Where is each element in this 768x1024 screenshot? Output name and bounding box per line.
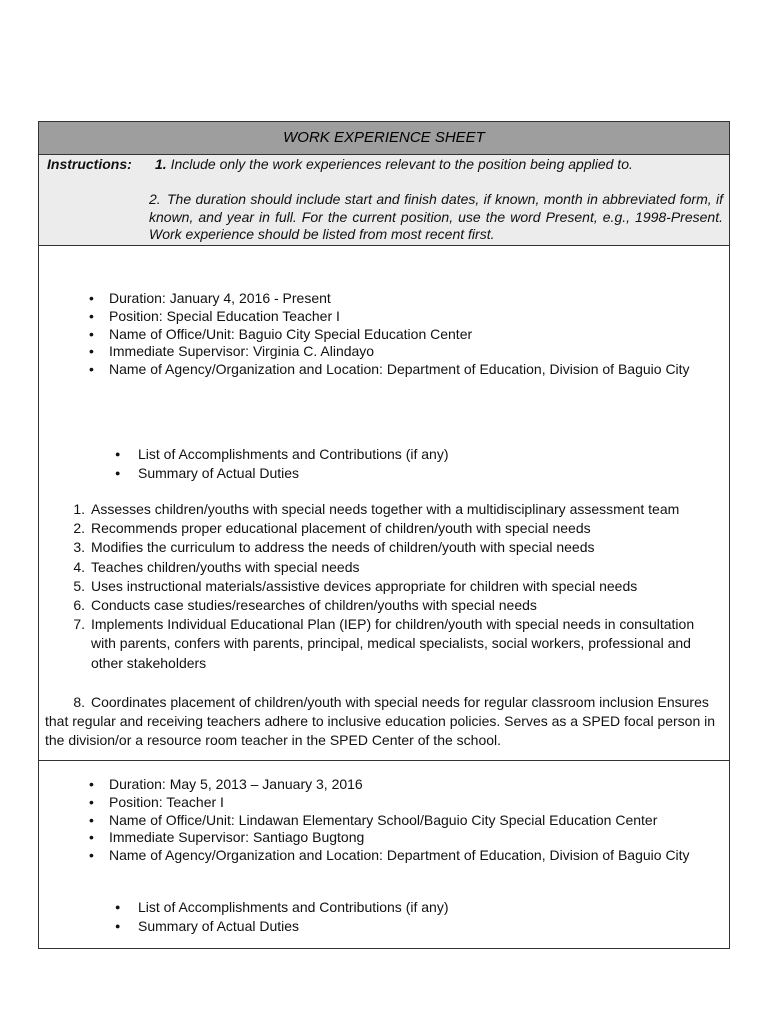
detail-position: • Position: Special Education Teacher I	[89, 308, 723, 326]
detail-supervisor: • Immediate Supervisor: Virginia C. Alindayo	[89, 343, 723, 361]
entry-sub-list	[115, 898, 448, 935]
duty-number: 5.	[73, 577, 85, 594]
duty-item	[73, 538, 711, 557]
duties-list	[73, 500, 711, 673]
duty-text: Teaches children/youths with special needs	[91, 558, 360, 575]
sheet-title: WORK EXPERIENCE SHEET	[39, 122, 729, 155]
duty-closing-paragraph	[45, 693, 725, 751]
work-entry-current	[39, 246, 729, 761]
duty-text: Uses instructional materials/assistive devices appropriate for children with special needs	[91, 577, 638, 594]
duty-number: 7.	[73, 616, 85, 633]
sub-duties: ● Summary of Actual Duties	[115, 917, 448, 936]
detail-office: • Name of Office/Unit: Lindawan Elementary School/Baguio City Special Education Center	[89, 812, 723, 830]
duty-number: 1.	[73, 501, 85, 517]
instruction-item-1	[155, 156, 633, 172]
sub-accomplishments: ● List of Accomplishments and Contributions (if any)	[115, 445, 448, 464]
duty-text: Recommends proper educational placement of children/youth with special needs	[91, 520, 591, 537]
detail-duration: • Duration: May 5, 2013 – January 3, 2016	[89, 776, 723, 794]
instruction-number: 1.	[155, 156, 167, 172]
duty-item	[73, 615, 711, 673]
instruction-item-2	[149, 191, 723, 244]
instructions-section	[39, 155, 729, 246]
duty-item	[73, 596, 711, 615]
detail-agency: • Name of Agency/Organization and Location: Department of Education, Division of Baguio City	[89, 847, 723, 865]
detail-supervisor: • Immediate Supervisor: Santiago Bugtong	[89, 829, 723, 847]
detail-office: • Name of Office/Unit: Baguio City Special Education Center	[89, 326, 723, 344]
duty-number: 4.	[73, 558, 85, 575]
instruction-number: 2.	[149, 191, 161, 207]
duty-item	[73, 500, 711, 519]
detail-position: • Position: Teacher I	[89, 794, 723, 812]
duty-item	[73, 558, 711, 577]
duty-number: 3.	[73, 539, 85, 556]
duty-text: Conducts case studies/researches of children/youths with special needs	[91, 597, 537, 614]
duty-number: 2.	[73, 520, 85, 537]
duty-number: 8.	[73, 694, 85, 710]
sub-accomplishments: ● List of Accomplishments and Contributions (if any)	[115, 898, 448, 917]
work-experience-sheet	[38, 121, 730, 949]
duty-text: Assesses children/youths with special needs together with a multidisciplinary assessment team	[91, 501, 680, 517]
instruction-text: The duration should include start and finish dates, if known, month in abbreviated form, if known, and year in full. For the current position, use the word Present, e.g., 1998-Present. Work experience should be listed from most recent first.	[149, 191, 723, 242]
sub-duties: ● Summary of Actual Duties	[115, 464, 448, 483]
work-entry-previous	[39, 761, 729, 948]
detail-duration: • Duration: January 4, 2016 - Present	[89, 290, 723, 308]
duty-item	[73, 519, 711, 538]
detail-agency: • Name of Agency/Organization and Location: Department of Education, Division of Baguio City	[89, 361, 723, 379]
entry-sub-list	[115, 445, 448, 482]
entry-details-list	[89, 290, 723, 379]
duty-text: Coordinates placement of children/youth with special needs for regular classroom inclusion Ensures that regular and receiving teachers adhere to inclusive education policies. Serves as a SPED focal person in the division/or a resource room teacher in the SPED Center of the school.	[45, 694, 716, 749]
instructions-label: Instructions:	[47, 156, 132, 172]
duty-item	[73, 577, 711, 596]
duty-text: Implements Individual Educational Plan (IEP) for children/youth with special needs in consultation with parents, confers with parents, principal, medical specialists, social workers, professional and other stakeholders	[91, 616, 695, 671]
duty-text: Modifies the curriculum to address the needs of children/youth with special needs	[91, 539, 595, 556]
instruction-text: Include only the work experiences relevant to the position being applied to.	[170, 156, 633, 172]
duty-number: 6.	[73, 597, 85, 614]
entry-details-list	[89, 776, 723, 865]
